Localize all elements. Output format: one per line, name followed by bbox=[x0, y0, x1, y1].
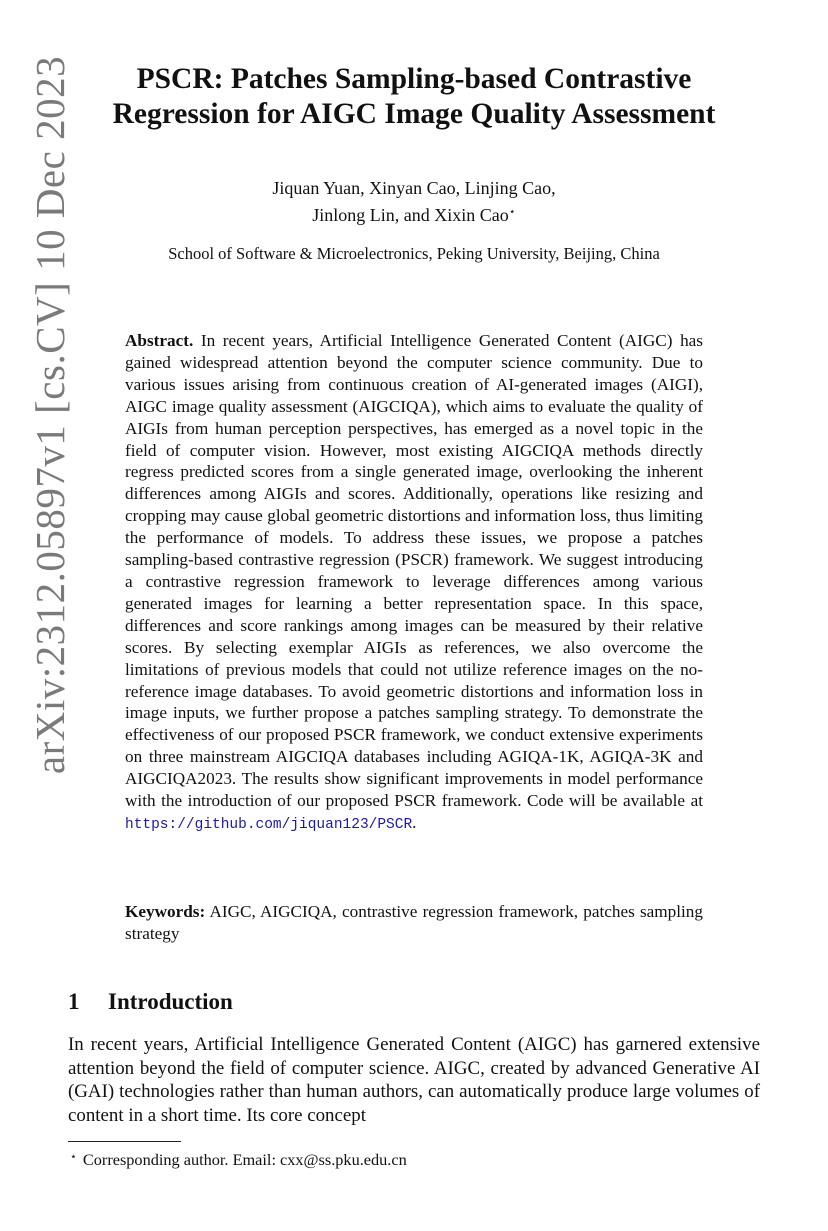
arxiv-identifier-stamp bbox=[20, 55, 80, 775]
abstract-end-period: . bbox=[412, 812, 417, 832]
keywords bbox=[125, 901, 703, 945]
paper-title-line-1: PSCR: Patches Sampling-based Contrastive bbox=[136, 63, 692, 95]
abstract-body: In recent years, Artificial Intelligence Generated Content (AIGC) has gained widespread attention beyond the computer science community. Due to various issues arising from continuous creation of AI-generated images (AIGI), AIGC image quality assessment (AIGCIQA), which aims to evaluate the quality of AIGIs from human perception perspectives, has emerged as a novel topic in the field of computer vision. However, most existing AIGCIQA methods directly regress predicted scores from a single generated image, overlooking the inherent differences among AIGIs and scores. Additionally, operations like resizing and cropping may cause global geometric distortions and information loss, thus limiting the performance of models. To address these issues, we propose a patches sampling-based contrastive regression (PSCR) framework. We suggest introducing a contrastive regression framework to leverage differences among various generated images for learning a better representation space. In this space, differences and score rankings among images can be measured by their relative scores. By selecting exemplar AIGIs as references, we also overcome the limitations of previous models that could not utilize reference images on the no-reference image databases. To avoid geometric distortions and information loss in image inputs, we further propose a patches sampling strategy. To demonstrate the effectiveness of our proposed PSCR framework, we conduct extensive experiments on three mainstream AIGCIQA databases including AGIQA-1K, AGIQA-3K and AIGCIQA2023. The results show significant improvements in model performance with the introduction of our proposed PSCR framework. Code will be available at bbox=[125, 331, 703, 811]
section-heading-introduction bbox=[68, 987, 233, 1017]
author-line-1: Jiquan Yuan, Xinyan Cao, Linjing Cao, bbox=[272, 178, 556, 198]
author-list bbox=[60, 176, 768, 227]
paper-title bbox=[60, 62, 768, 132]
abstract-label: Abstract. bbox=[125, 331, 194, 350]
author-line-2: Jinlong Lin, and Xixin Cao bbox=[312, 205, 509, 225]
introduction-paragraph: In recent years, Artificial Intelligence Generated Content (AIGC) has garnered extensive attention beyond the field of computer science. AIGC, created by advanced Generative AI (GAI) technologies rather than human authors, can automatically produce large volumes of content in a short time. Its core concept bbox=[68, 1034, 760, 1126]
code-repository-link[interactable]: https://github.com/jiquan123/PSCR bbox=[125, 816, 413, 833]
footnote-mark: ⋆ bbox=[70, 1151, 77, 1163]
corresponding-author-mark: ⋆ bbox=[508, 206, 516, 218]
section-title: Introduction bbox=[108, 989, 233, 1014]
abstract bbox=[125, 330, 703, 837]
keywords-text: AIGC, AIGCIQA, contrastive regression framework, patches sampling strategy bbox=[125, 902, 703, 943]
footnote bbox=[70, 1146, 407, 1171]
affiliation: School of Software & Microelectronics, Peking University, Beijing, China bbox=[168, 244, 660, 263]
footnote-text: Corresponding author. Email: cxx@ss.pku.edu.cn bbox=[82, 1150, 407, 1169]
footnote-divider bbox=[68, 1141, 181, 1142]
arxiv-identifier-text: arXiv:2312.05897v1 [cs.CV] 10 Dec 2023 bbox=[27, 55, 74, 775]
paper-title-line-2: Regression for AIGC Image Quality Assessment bbox=[112, 98, 716, 130]
section-number: 1 bbox=[68, 989, 80, 1014]
keywords-label: Keywords: bbox=[125, 902, 206, 921]
